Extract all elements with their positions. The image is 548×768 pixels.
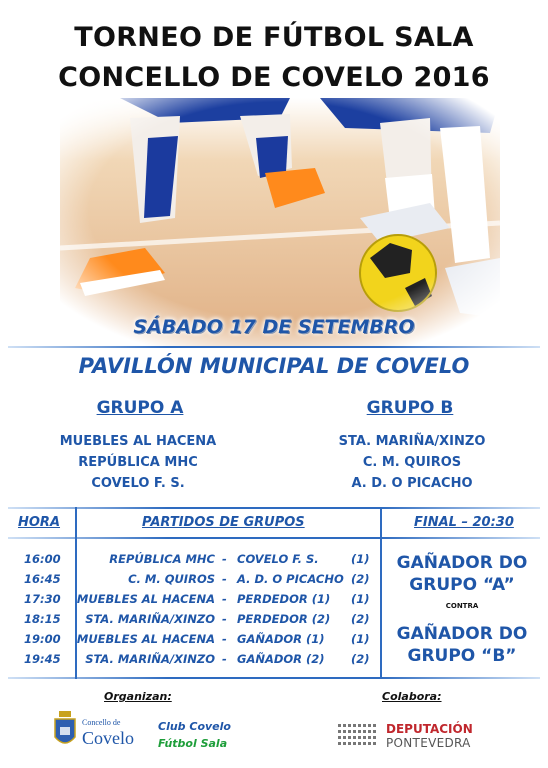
deputacion-dots-icon [338, 722, 382, 748]
match-time: 19:00 [24, 632, 61, 646]
table-col-divider [380, 507, 382, 679]
final-team-2-line-1: GAÑADOR DO [396, 624, 528, 644]
match-group: (1) [351, 592, 370, 606]
match-home: MUEBLES AL HACENA [76, 592, 215, 606]
group-b-team: C. M. QUIROS [362, 455, 462, 470]
match-list [0, 549, 380, 669]
match-home: STA. MARIÑA/XINZO [85, 612, 215, 626]
organizan-label: Organizan: [104, 690, 172, 703]
match-group: (2) [351, 572, 370, 586]
match-row [0, 549, 380, 569]
club-name-line-1: Club Covelo [158, 720, 231, 733]
match-time: 16:45 [24, 572, 61, 586]
match-home: C. M. QUIROS [128, 572, 215, 586]
concello-small-text: Concello de [82, 718, 121, 727]
divider-top [8, 346, 540, 348]
match-separator: - [222, 552, 227, 566]
group-b-heading: GRUPO B [366, 398, 454, 418]
match-away: COVELO F. S. [237, 552, 319, 566]
match-row [0, 629, 380, 649]
match-group: (2) [351, 652, 370, 666]
partidos-header: PARTIDOS DE GRUPOS [142, 515, 305, 530]
futsal-photo [60, 98, 500, 348]
group-b-team: STA. MARIÑA/XINZO [338, 434, 486, 449]
deputacion-line-1: DEPUTACIÓN [386, 722, 473, 736]
match-home: MUEBLES AL HACENA [76, 632, 215, 646]
hora-header: HORA [18, 515, 61, 530]
table-header-rule [8, 537, 540, 539]
match-separator: - [222, 652, 227, 666]
title-line-2: CONCELLO DE COVELO 2016 [58, 62, 490, 93]
match-away: PERDEDOR (2) [237, 612, 331, 626]
match-away: GAÑADOR (1) [237, 632, 325, 646]
match-home: STA. MARIÑA/XINZO [85, 652, 215, 666]
match-time: 18:15 [24, 612, 61, 626]
match-group: (1) [351, 632, 370, 646]
table-top-rule [8, 507, 540, 509]
match-group: (1) [351, 552, 370, 566]
final-team-1-line-1: GAÑADOR DO [396, 553, 528, 573]
venue: PAVILLÓN MUNICIPAL DE COVELO [78, 354, 470, 378]
event-date: SÁBADO 17 DE SETEMBRO [133, 316, 415, 338]
final-team-2-line-2: GRUPO “B” [407, 646, 517, 666]
group-a-heading: GRUPO A [96, 398, 184, 418]
group-b-team: A. D. O PICACHO [351, 476, 473, 491]
match-row [0, 589, 380, 609]
match-row [0, 569, 380, 589]
table-bottom-rule [8, 677, 540, 679]
match-time: 16:00 [24, 552, 61, 566]
final-header: FINAL – 20:30 [414, 515, 514, 530]
final-contra: CONTRA [445, 602, 479, 610]
match-separator: - [222, 612, 227, 626]
group-a-team: COVELO F. S. [91, 476, 185, 491]
match-separator: - [222, 592, 227, 606]
club-name-line-2: Fútbol Sala [158, 737, 228, 750]
group-a-team: MUEBLES AL HACENA [59, 434, 217, 449]
colabora-label: Colabora: [382, 690, 442, 703]
title-line-1: TORNEO DE FÚTBOL SALA [74, 22, 474, 53]
match-away: PERDEDOR (1) [237, 592, 331, 606]
final-team-1-line-2: GRUPO “A” [409, 575, 515, 595]
match-away: A. D. O PICACHO [237, 572, 344, 586]
match-separator: - [222, 572, 227, 586]
group-a-team: REPÚBLICA MHC [78, 455, 198, 470]
match-away: GAÑADOR (2) [237, 652, 325, 666]
match-row [0, 609, 380, 629]
match-time: 17:30 [24, 592, 61, 606]
concello-big-text: Covelo [82, 728, 134, 748]
deputacion-line-2: PONTEVEDRA [386, 736, 471, 750]
covelo-crest-icon [52, 711, 78, 751]
match-home: REPÚBLICA MHC [109, 552, 215, 566]
match-row [0, 649, 380, 669]
match-separator: - [222, 632, 227, 646]
match-time: 19:45 [24, 652, 61, 666]
match-group: (2) [351, 612, 370, 626]
